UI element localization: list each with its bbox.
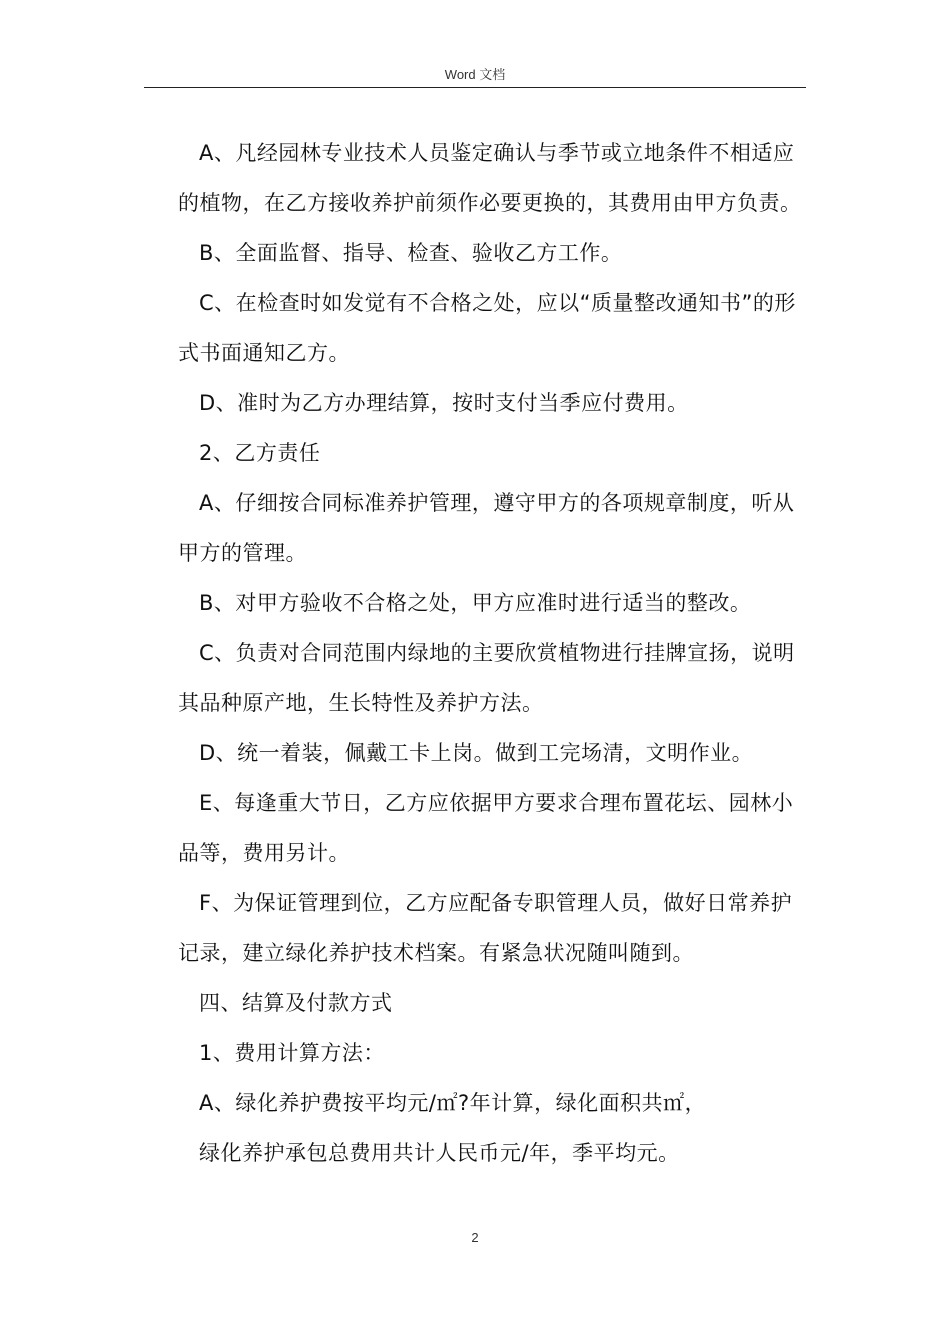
page-header: Word 文档 bbox=[444, 67, 506, 82]
paragraph-b-rectification: B、对甲方验收不合格之处，甲方应准时进行适当的整改。 bbox=[199, 591, 752, 615]
document-body bbox=[178, 128, 806, 1178]
section-heading-party-b-duties: 2、乙方责任 bbox=[199, 441, 321, 465]
subheading-fee-calculation: 1、费用计算方法： bbox=[199, 1041, 385, 1065]
paragraph-b-supervision: B、全面监督、指导、检查、验收乙方工作。 bbox=[199, 241, 623, 265]
page-number: 2 bbox=[471, 1230, 479, 1245]
paragraph-d-uniform: D、统一着装，佩戴工卡上岗。做到工完场清，文明作业。 bbox=[199, 741, 754, 765]
paragraph-f-management-staff: F、为保证管理到位，乙方应配备专职管理人员，做好日常养护记录，建立绿化养护技术档案。有紧急状况随叫随到。 bbox=[178, 891, 793, 965]
paragraph-a-fee-per-area: A、绿化养护费按平均元/㎡?年计算，绿化面积共㎡， bbox=[199, 1091, 707, 1115]
paragraph-e-holiday-decoration: E、每逢重大节日，乙方应依据甲方要求合理布置花坛、园林小品等，费用另计。 bbox=[178, 791, 794, 865]
header-divider bbox=[144, 87, 806, 88]
paragraph-c-inspection-notice: C、在检查时如发觉有不合格之处，应以“质量整改通知书”的形式书面通知乙方。 bbox=[178, 291, 796, 365]
paragraph-a-maintenance-standard: A、仔细按合同标准养护管理，遵守甲方的各项规章制度，听从甲方的管理。 bbox=[178, 491, 795, 565]
paragraph-a-plant-replacement: A、凡经园林专业技术人员鉴定确认与季节或立地条件不相适应的植物，在乙方接收养护前须作必要更换的，其费用由甲方负责。 bbox=[178, 141, 802, 215]
paragraph-c-plant-labeling: C、负责对合同范围内绿地的主要欣赏植物进行挂牌宣扬，说明其品种原产地，生长特性及养护方法。 bbox=[178, 641, 795, 715]
section-heading-settlement-payment: 四、结算及付款方式 bbox=[199, 991, 393, 1015]
paragraph-d-settlement: D、准时为乙方办理结算，按时支付当季应付费用。 bbox=[199, 391, 689, 415]
paragraph-total-fee: 绿化养护承包总费用共计人民币元/年，季平均元。 bbox=[199, 1141, 680, 1165]
